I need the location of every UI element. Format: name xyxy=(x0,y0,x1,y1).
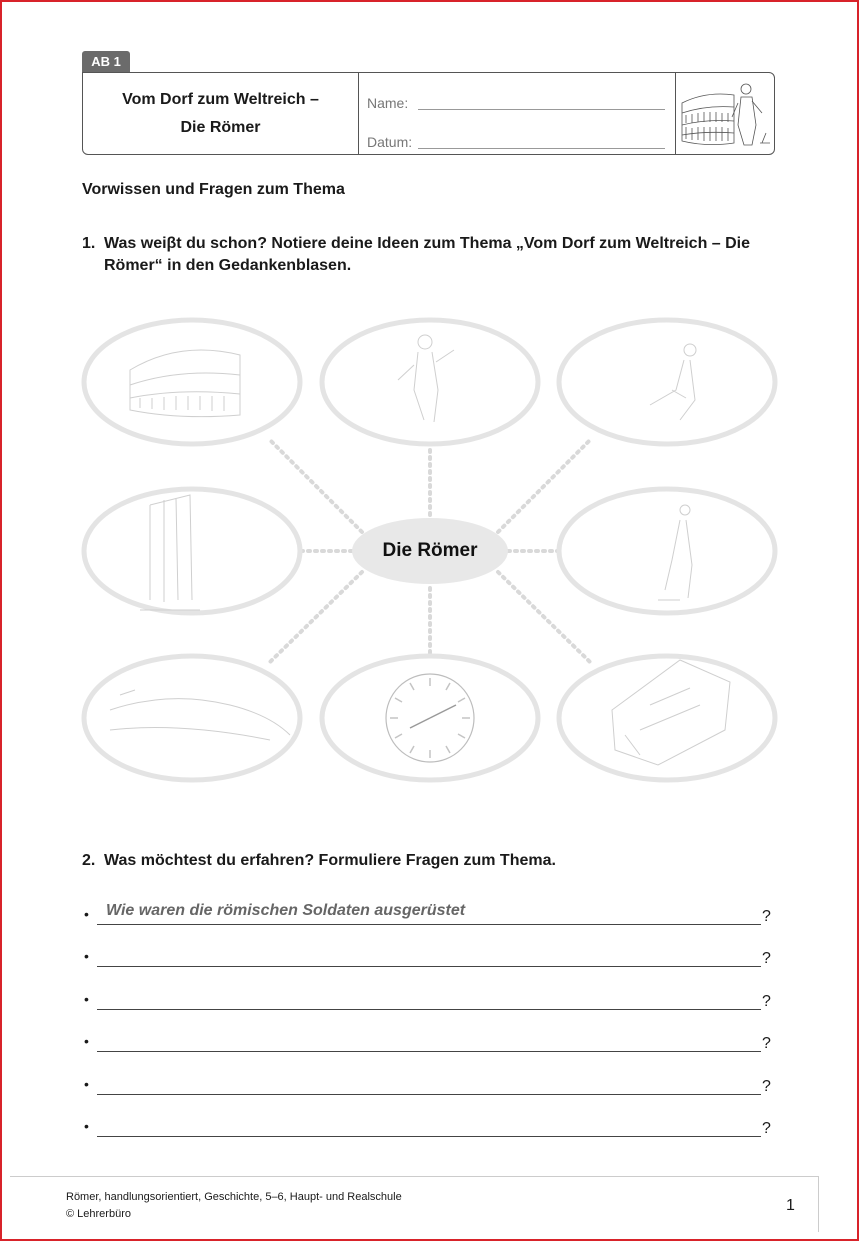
answer-line[interactable] xyxy=(97,924,761,925)
question-mark: ? xyxy=(762,908,771,925)
villa-icon xyxy=(612,660,730,765)
date-field[interactable] xyxy=(367,134,412,150)
bubble-bottom-right[interactable] xyxy=(559,656,775,780)
title-line-2: Die Römer xyxy=(180,118,261,136)
center-label: Die Römer xyxy=(382,540,478,561)
bullet: • xyxy=(84,948,89,964)
question-row[interactable] xyxy=(84,1031,774,1055)
footer-source: Römer, handlungsorientiert, Geschichte, 5–6, Haupt- und Realschule xyxy=(66,1191,402,1203)
statue-icon xyxy=(658,505,692,600)
answer-line[interactable] xyxy=(97,1094,761,1095)
name-label: Name: xyxy=(367,95,409,111)
example-answer: Wie waren die römischen Soldaten ausgerüstet xyxy=(106,902,466,919)
bullet: • xyxy=(84,991,89,1007)
name-line[interactable] xyxy=(418,109,665,110)
legionary-icon xyxy=(398,335,454,422)
answer-line[interactable] xyxy=(97,966,761,967)
question-mark: ? xyxy=(762,1120,771,1137)
name-field[interactable] xyxy=(367,95,408,111)
bullet: • xyxy=(84,1033,89,1049)
footer-copyright: © Lehrerbüro xyxy=(66,1208,131,1220)
bubble-top-middle[interactable] xyxy=(322,320,538,444)
clock-icon xyxy=(386,674,474,762)
task-1-text: Was weiβt du schon? Notiere deine Ideen zum Thema „Vom Dorf zum Weltreich – Die Römer“ in den Gedankenblasen. xyxy=(104,235,751,274)
question-row[interactable] xyxy=(84,989,774,1013)
header-box xyxy=(82,72,775,155)
section-title: Vorwissen und Fragen zum Thema xyxy=(82,181,345,198)
figure-icon xyxy=(650,344,696,420)
bubble-middle-right[interactable] xyxy=(559,489,775,613)
page-number: 1 xyxy=(786,1197,795,1214)
task-2-text: Was möchtest du erfahren? Formuliere Fragen zum Thema. xyxy=(104,852,556,869)
mindmap xyxy=(80,310,780,790)
task-2-number: 2. xyxy=(82,852,96,869)
bullet: • xyxy=(84,1076,89,1092)
name-date-fields xyxy=(359,73,676,154)
question-mark: ? xyxy=(762,1035,771,1052)
bubble-bottom-left[interactable] xyxy=(84,656,300,780)
answer-line[interactable] xyxy=(97,1136,761,1137)
question-row[interactable] xyxy=(84,904,774,928)
landscape-icon xyxy=(110,690,290,740)
aqueduct-icon xyxy=(140,495,200,610)
worksheet-tab: AB 1 xyxy=(82,51,130,73)
colosseum-icon xyxy=(130,350,240,417)
answer-line[interactable] xyxy=(97,1009,761,1010)
task-1-number: 1. xyxy=(82,235,96,252)
question-row[interactable] xyxy=(84,946,774,970)
date-line[interactable] xyxy=(418,148,665,149)
question-mark: ? xyxy=(762,950,771,967)
worksheet-title xyxy=(83,73,359,154)
title-line-1: Vom Dorf zum Weltreich – xyxy=(122,90,319,108)
bullet: • xyxy=(84,906,89,922)
question-mark: ? xyxy=(762,1078,771,1095)
question-row[interactable] xyxy=(84,1116,774,1140)
bullet: • xyxy=(84,1118,89,1134)
bubble-top-left[interactable] xyxy=(84,320,300,444)
footer xyxy=(10,1176,819,1232)
bubble-top-right[interactable] xyxy=(559,320,775,444)
answer-line[interactable] xyxy=(97,1051,761,1052)
date-label: Datum: xyxy=(367,134,413,150)
question-row[interactable] xyxy=(84,1074,774,1098)
colosseum-roman-illustration xyxy=(676,73,775,154)
question-mark: ? xyxy=(762,993,771,1010)
